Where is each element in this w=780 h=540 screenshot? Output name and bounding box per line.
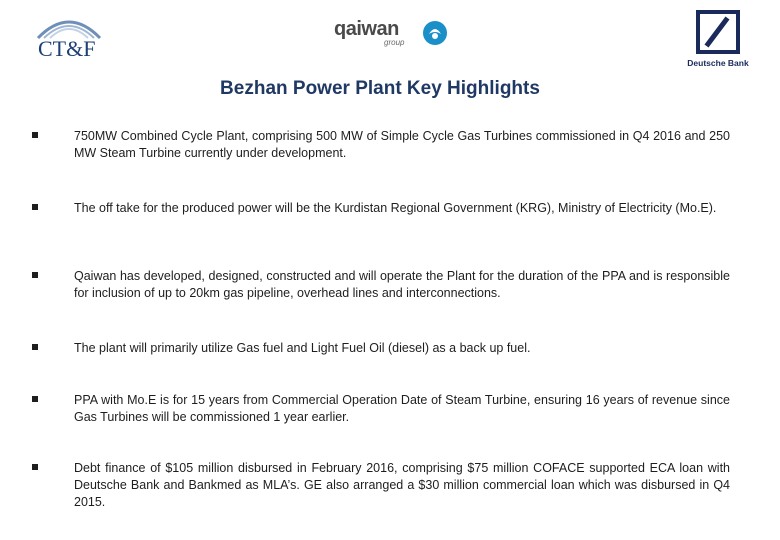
bullet-square-icon — [32, 344, 38, 350]
bullet-text: PPA with Mo.E is for 15 years from Commercial Operation Date of Steam Turbine, ensuring 16 years of revenue since Gas Turbines will be commissioned 1 year earlier. — [74, 393, 730, 424]
bullet-square-icon — [32, 396, 38, 402]
bullet-text: 750MW Combined Cycle Plant, comprising 500 MW of Simple Cycle Gas Turbines commissioned in Q4 2016 and 250 MW Steam Turbine currently under development. — [74, 129, 730, 160]
page-title: Bezhan Power Plant Key Highlights — [220, 78, 540, 99]
ctf-logo — [28, 12, 118, 62]
bullet-square-icon — [32, 272, 38, 278]
ctf-logo-text: CT&F — [38, 36, 96, 61]
qaiwan-emblem-icon — [422, 20, 448, 46]
bullet-text: The off take for the produced power will be the Kurdistan Regional Government (KRG), Ministry of Electricity (Mo.E). — [74, 201, 717, 215]
deutsche-bank-slash-icon — [696, 10, 740, 54]
bullet-square-icon — [32, 132, 38, 138]
qaiwan-logo-subtext: group — [384, 38, 405, 47]
qaiwan-logo — [334, 14, 450, 50]
deutsche-bank-logo — [678, 10, 758, 72]
deutsche-bank-logo-text: Deutsche Bank — [687, 58, 749, 68]
bullet-square-icon — [32, 464, 38, 470]
bullet-text: Debt finance of $105 million disbursed in February 2016, comprising $75 million COFACE supported ECA loan with Deutsche Bank and Bankmed as MLA’s. GE also arranged a $30 million commercial loan which was disbursed in Q4 2015. — [74, 461, 730, 509]
bullet-text: Qaiwan has developed, designed, constructed and will operate the Plant for the duration of the PPA and is responsible for inclusion of up to 20km gas pipeline, overhead lines and interconnections. — [74, 269, 730, 300]
bullet-text: The plant will primarily utilize Gas fuel and Light Fuel Oil (diesel) as a back up fuel. — [74, 341, 531, 355]
qaiwan-logo-text: qaiwan — [334, 18, 399, 40]
bullet-square-icon — [32, 204, 38, 210]
